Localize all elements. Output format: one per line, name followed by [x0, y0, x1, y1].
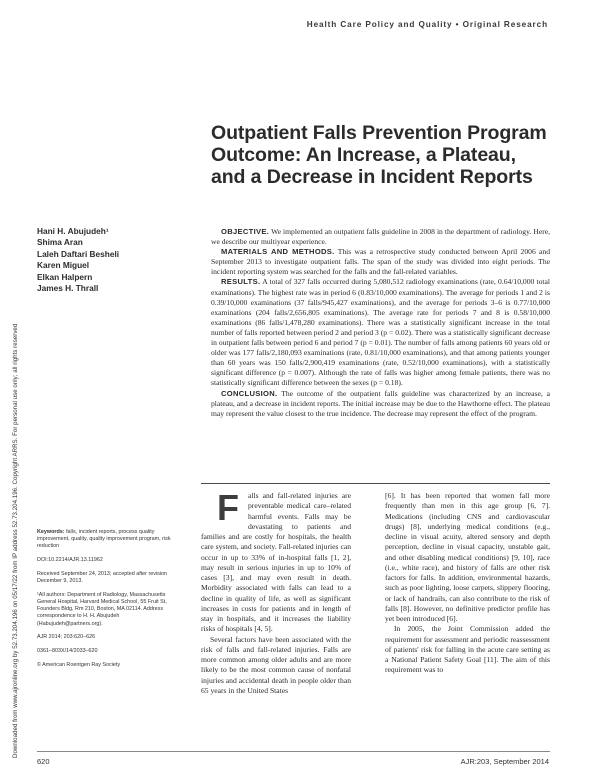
keywords-label: Keywords: — [37, 529, 65, 535]
conclusion-text: The outcome of the outpatient falls guideline was characterized by an increase, a plateau, and a decrease in incident reports. The initial increase may be due to the Hawthorne effect. The plateau may represent the value closest to the true incidence. The decrease may represent the effect of the program. — [211, 388, 550, 418]
abstract-divider — [201, 483, 550, 484]
body-column-right — [385, 491, 550, 676]
keywords-text: falls, incident reports, process quality improvement, quality, quality improvement program, risk reduction — [37, 529, 171, 550]
article-metadata — [37, 529, 175, 675]
abstract-results — [211, 277, 550, 388]
intro-paragraph — [201, 487, 351, 635]
objective-text: We implemented an outpatient falls guideline in 2008 in the department of radiology. Here, we describe our multiyear experience. — [211, 227, 550, 247]
objective-heading: OBJECTIVE. — [221, 227, 270, 236]
intro-paragraph-text: alls and fall-related injuries are preventable medical care–related harmful events. Falls may be devastating to patients and families and are costly for hospitals, the health care system, and society. Fall-related injuries can occur in up to 33% of in-hospital falls [1, 2], may result in serious injuries in up to 10% of cases [3], and may even result in death. Morbidity associated with falls can lead to a decline in quality of life, as well as significant increases in costs for patients and in length of stay in hospitals, and it increases the liability risks of hospitals [4, 5]. — [201, 491, 351, 634]
issn: 0361–803X/14/2033–620 — [37, 647, 98, 654]
abstract-methods — [211, 247, 550, 277]
download-notice — [0, 0, 19, 779]
abstract-objective — [211, 227, 550, 247]
author-name: Elkan Halpern — [37, 271, 93, 282]
citation: AJR 2014; 203:620–626 — [37, 634, 96, 641]
abstract — [211, 227, 550, 419]
abstract-conclusion — [211, 389, 550, 419]
affiliation: ¹All authors: Department of Radiology, Massachusetts General Hospital, Harvard Medical School, 55 Fruit St, Founders Bldg, Rm 210, Boston, MA 02114. Address correspondence to H. H. Abujudeh (Habujudeh@partners.org). — [37, 591, 167, 627]
body-paragraph: In 2005, the Joint Commission added the requirement for assessment and periodic reassessment of patients' risk for falling in the acute care setting as a National Patient Safety Goal [11]. The aim of this requirement was to — [385, 624, 550, 675]
footer-divider — [37, 751, 550, 752]
conclusion-heading: CONCLUSION. — [221, 388, 278, 398]
body-paragraph: [6]. It has been reported that women fall more frequently than men in this age group [6, 7]. Medications (including CNS and cardiovascular drugs) [8], underlying medical conditions (e.g., decline in visual acuity, altered sensory and depth perception, decline in visual capacity, unstable gait, and other disabling medical conditions) [9, 10], race (i.e., white race), and history of falls are other risk factors for falls. In addition, environmental hazards, such as poor lighting, loose carpets, slippery flooring, or lack of handrails, can also contribute to the risk of falls [8]. However, no definitive predictor profile has yet been introduced [6]. — [385, 491, 550, 623]
results-text: A total of 327 falls occurred during 5,080,512 radiology examinations (rate, 0.64/10,000 total examinations). The highest rate was in period 6 (0.83/10,000 examinations). The average for periods 1 and 2 is 0.39/10,000 examinations (37 falls/945,427 examinations), and the average for periods 3–6 is 0.77/10,000 examinations (204 falls/2,656,805 examinations). The average rate for periods 7 and 8 is 0.58/10,000 examinations (86 falls/1,478,280 examinations). There was a statistically significant increase in the total number of falls reported between period 2 and period 3 (p = 0.02). There was a statistically significant decrease in outpatient falls between period 6 and period 7 (p = 0.01). The number of falls among patients 60 years old or older was 177 falls/2,180,093 examinations (rate, 0.81/10,000 examinations), and that among patients younger than 60 years was 150 falls/2,900,419 examinations (rate, 0.52/10,000 examinations), with a statistically significant difference (p = 0.007). Although the rate of falls was higher among female patients, there was no statistically significant difference between the sexes (p = 0.18). — [211, 277, 550, 388]
page-number: 620 — [37, 757, 50, 766]
keywords — [37, 529, 175, 551]
doi: DOI:10.2214/AJR.13.11962 — [37, 557, 103, 564]
copyright: © American Roentgen Ray Society — [37, 661, 121, 668]
methods-heading: MATERIALS AND METHODS. — [221, 247, 335, 257]
author-name: Shima Aran — [37, 237, 83, 248]
methods-text: This was a retrospective study conducted between April 2006 and September 2013 to investigate outpatient falls. The span of the study was divided into eight periods. The incident reporting system was searched for the falls and the fall-related variables. — [211, 247, 550, 277]
author-list — [37, 226, 119, 294]
author-name: Laleh Daftari Besheli — [37, 248, 120, 259]
body-paragraph: Several factors have been associated with the risk of falls and fall-related injuries. Falls are more common among older adults and are more likely to be the most common cause of nonfatal injuries and accidental death in people older than 65 years in the United States — [201, 634, 351, 695]
section-header: Health Care Policy and Quality • Original Research — [306, 20, 548, 29]
download-notice-text: Downloaded from www.ajronline.org by 52.73.204.196 on 05/17/22 from IP address 52.73.204.196. Copyright ARRS. For personal use only; all rights reserved — [12, 323, 19, 758]
results-heading: RESULTS. — [221, 277, 261, 287]
author-name: Karen Miguel — [37, 260, 90, 271]
body-column-left — [201, 487, 351, 696]
dropcap-letter: F — [217, 487, 239, 528]
author-name: James H. Thrall — [37, 283, 99, 294]
article-title: Outpatient Falls Prevention Program Outcome: An Increase, a Plateau, and a Decrease in Incident Reports — [211, 122, 547, 188]
received-dates: Received September 24, 2013; accepted after revision December 9, 2013. — [37, 570, 168, 585]
author-name: Hani H. Abujudeh¹ — [37, 226, 109, 236]
journal-issue: AJR:203, September 2014 — [460, 757, 549, 766]
